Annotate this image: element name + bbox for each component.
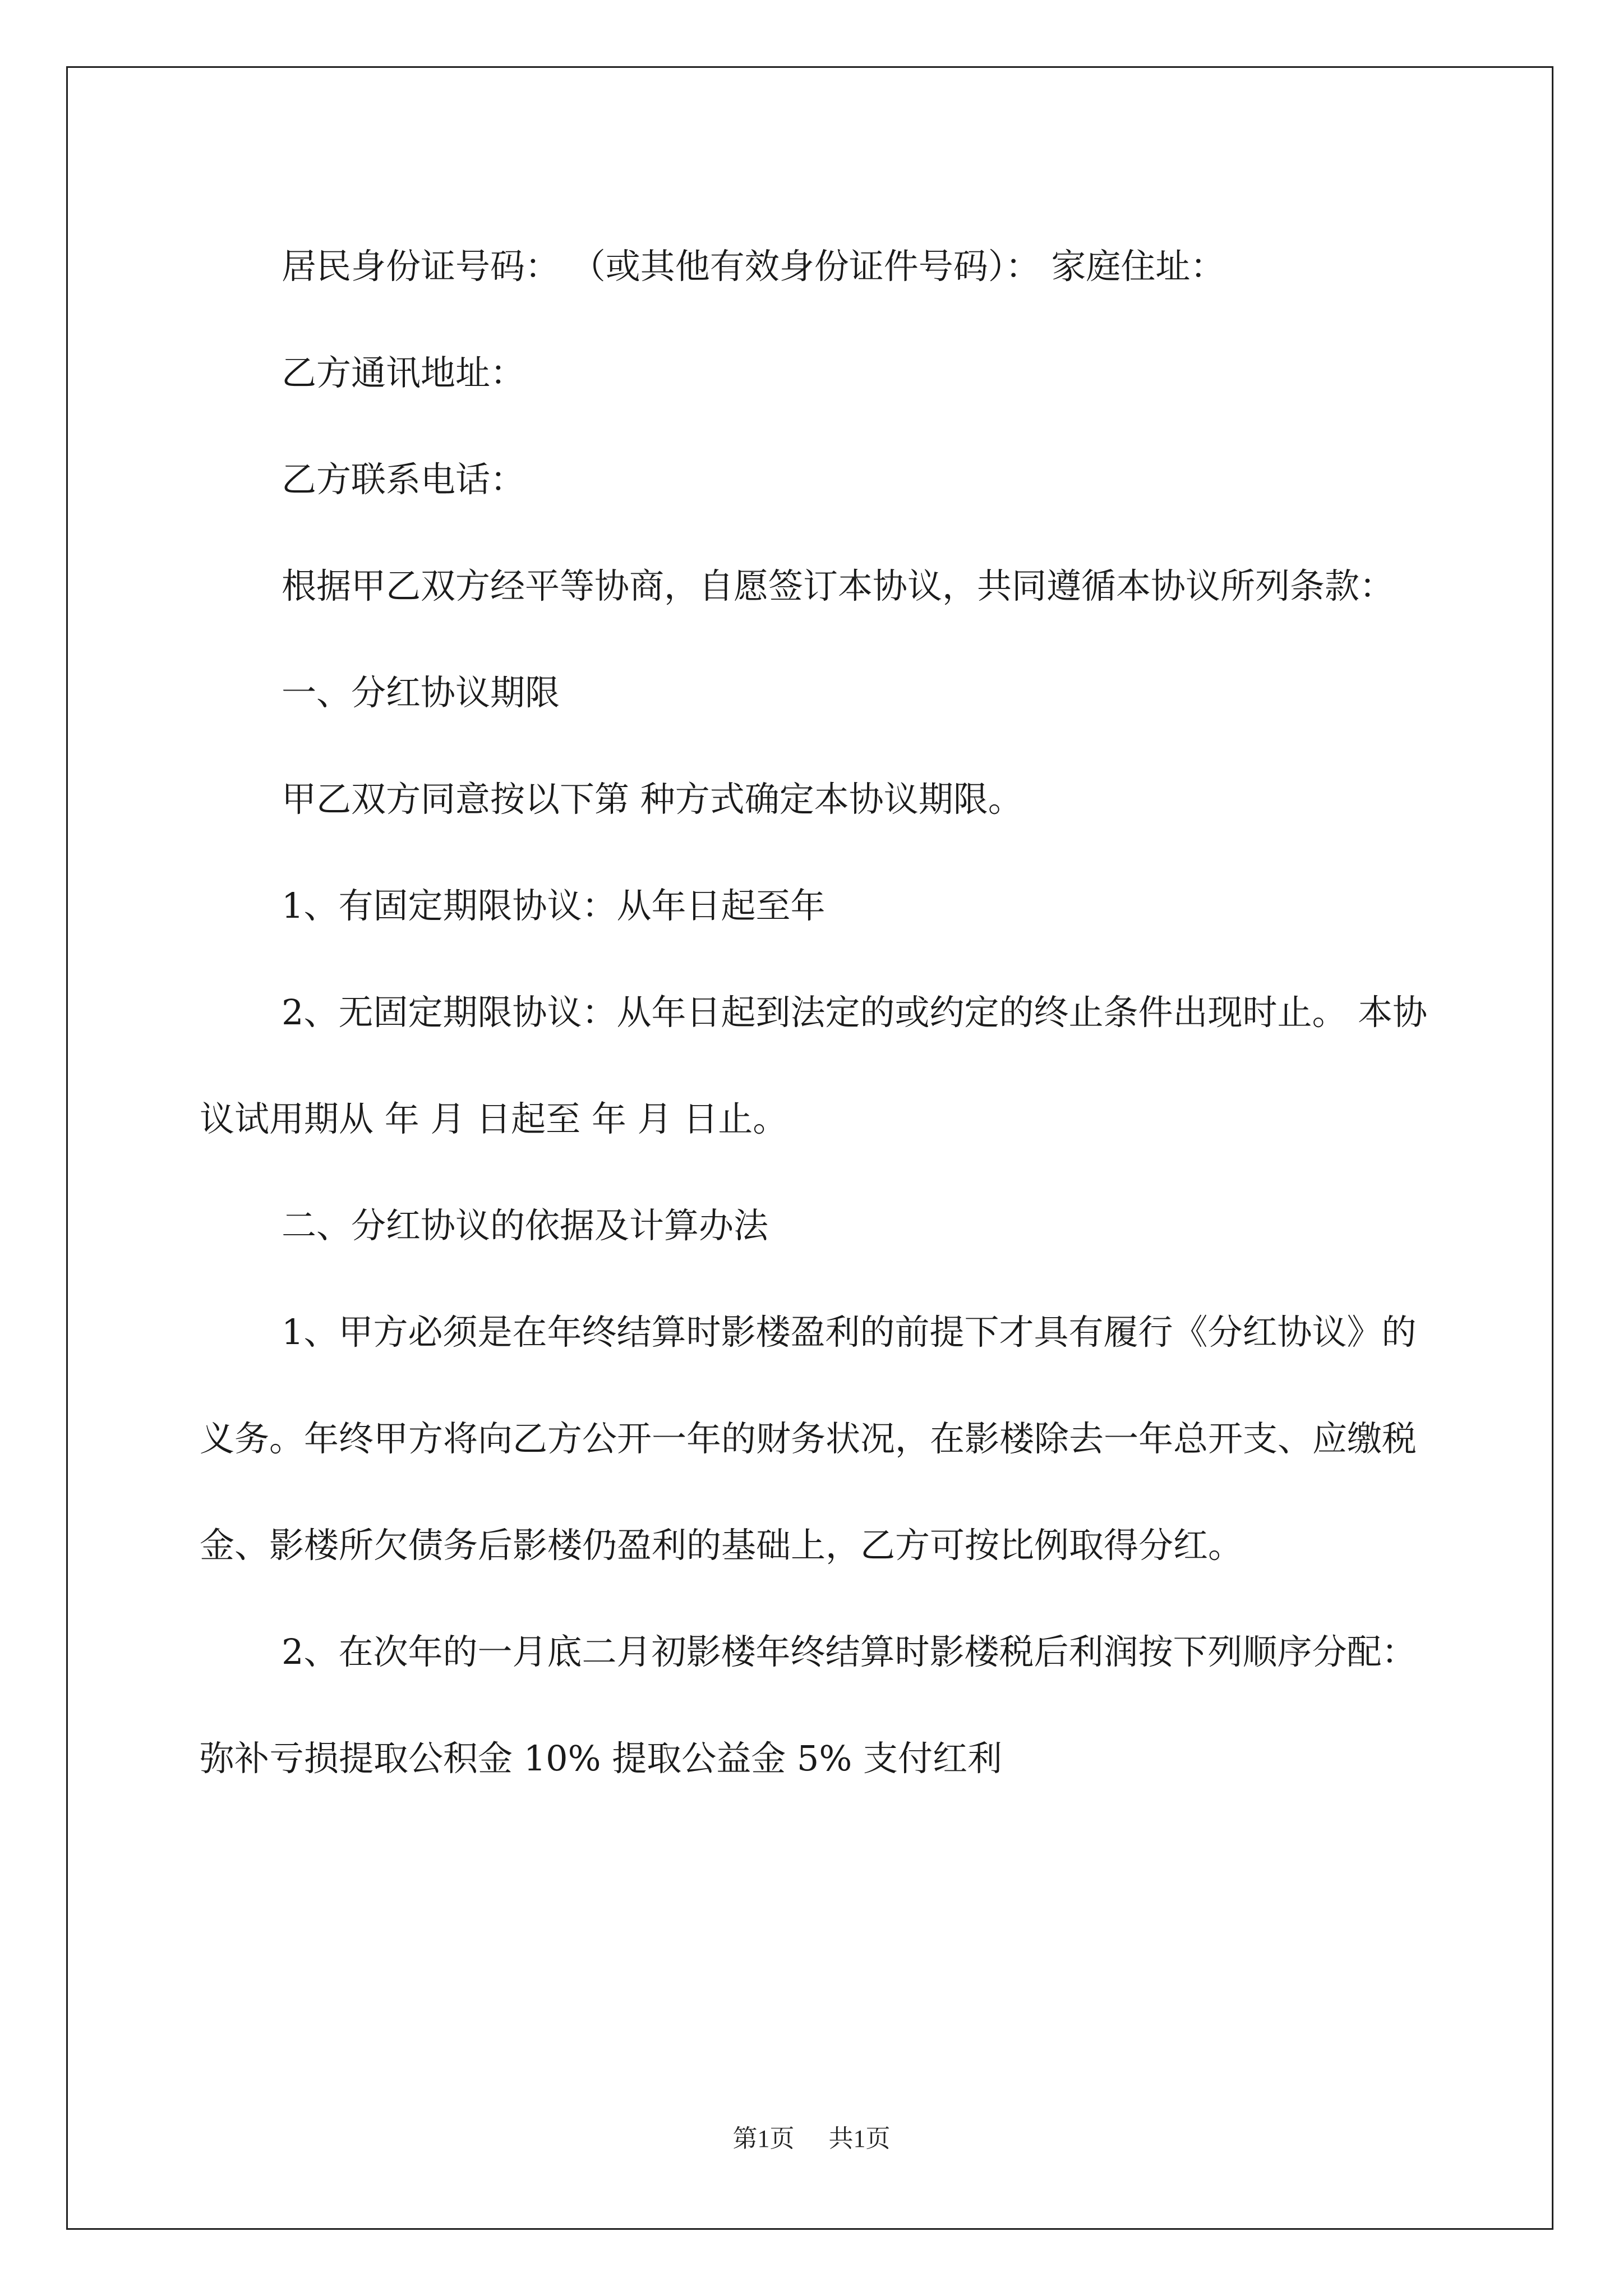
paragraph-party-b-address: 乙方通讯地址： [282, 352, 525, 393]
page-number-current: 第1页 [732, 2125, 795, 2152]
paragraph-term-method: 甲乙双方同意按以下第 种方式确定本协议期限。 [282, 779, 1023, 820]
page-footer [0, 2118, 1623, 2154]
document-body [200, 213, 1428, 1812]
paragraph-id-address: 居民身份证号码： （或其他有效身份证件号码）： 家庭住址： [282, 246, 1225, 287]
section-heading-calculation: 二、分红协议的依据及计算办法 [282, 1205, 769, 1246]
paragraph-agreement-basis: 根据甲乙双方经平等协商，自愿签订本协议，共同遵循本协议所列条款： [282, 565, 1395, 606]
paragraph-profit-distribution: 2、在次年的一月底二月初影楼年终结算时影楼税后利润按下列顺序分配： 弥补亏损提取公积金 10% 提取公益金 5% 支付红利 [200, 1631, 1417, 1779]
paragraph-fixed-term: 1、有固定期限协议：从年日起至年 [282, 885, 826, 926]
paragraph-open-term: 2、无固定期限协议：从年日起到法定的或约定的终止条件出现时止。 本协议试用期从 年 月 日起至 年 月 日止。 [200, 992, 1428, 1139]
page-number-total: 共1页 [828, 2125, 891, 2152]
section-heading-term: 一、分红协议期限 [282, 672, 560, 713]
paragraph-party-b-phone: 乙方联系电话： [282, 459, 525, 500]
paragraph-profit-condition: 1、甲方必须是在年终结算时影楼盈利的前提下才具有履行《分红协议》的义务。年终甲方将向乙方公开一年的财务状况，在影楼除去一年总开支、应缴税金、影楼所欠债务后影楼仍盈利的基础上，乙方可按比例取得分红。 [200, 1312, 1417, 1566]
